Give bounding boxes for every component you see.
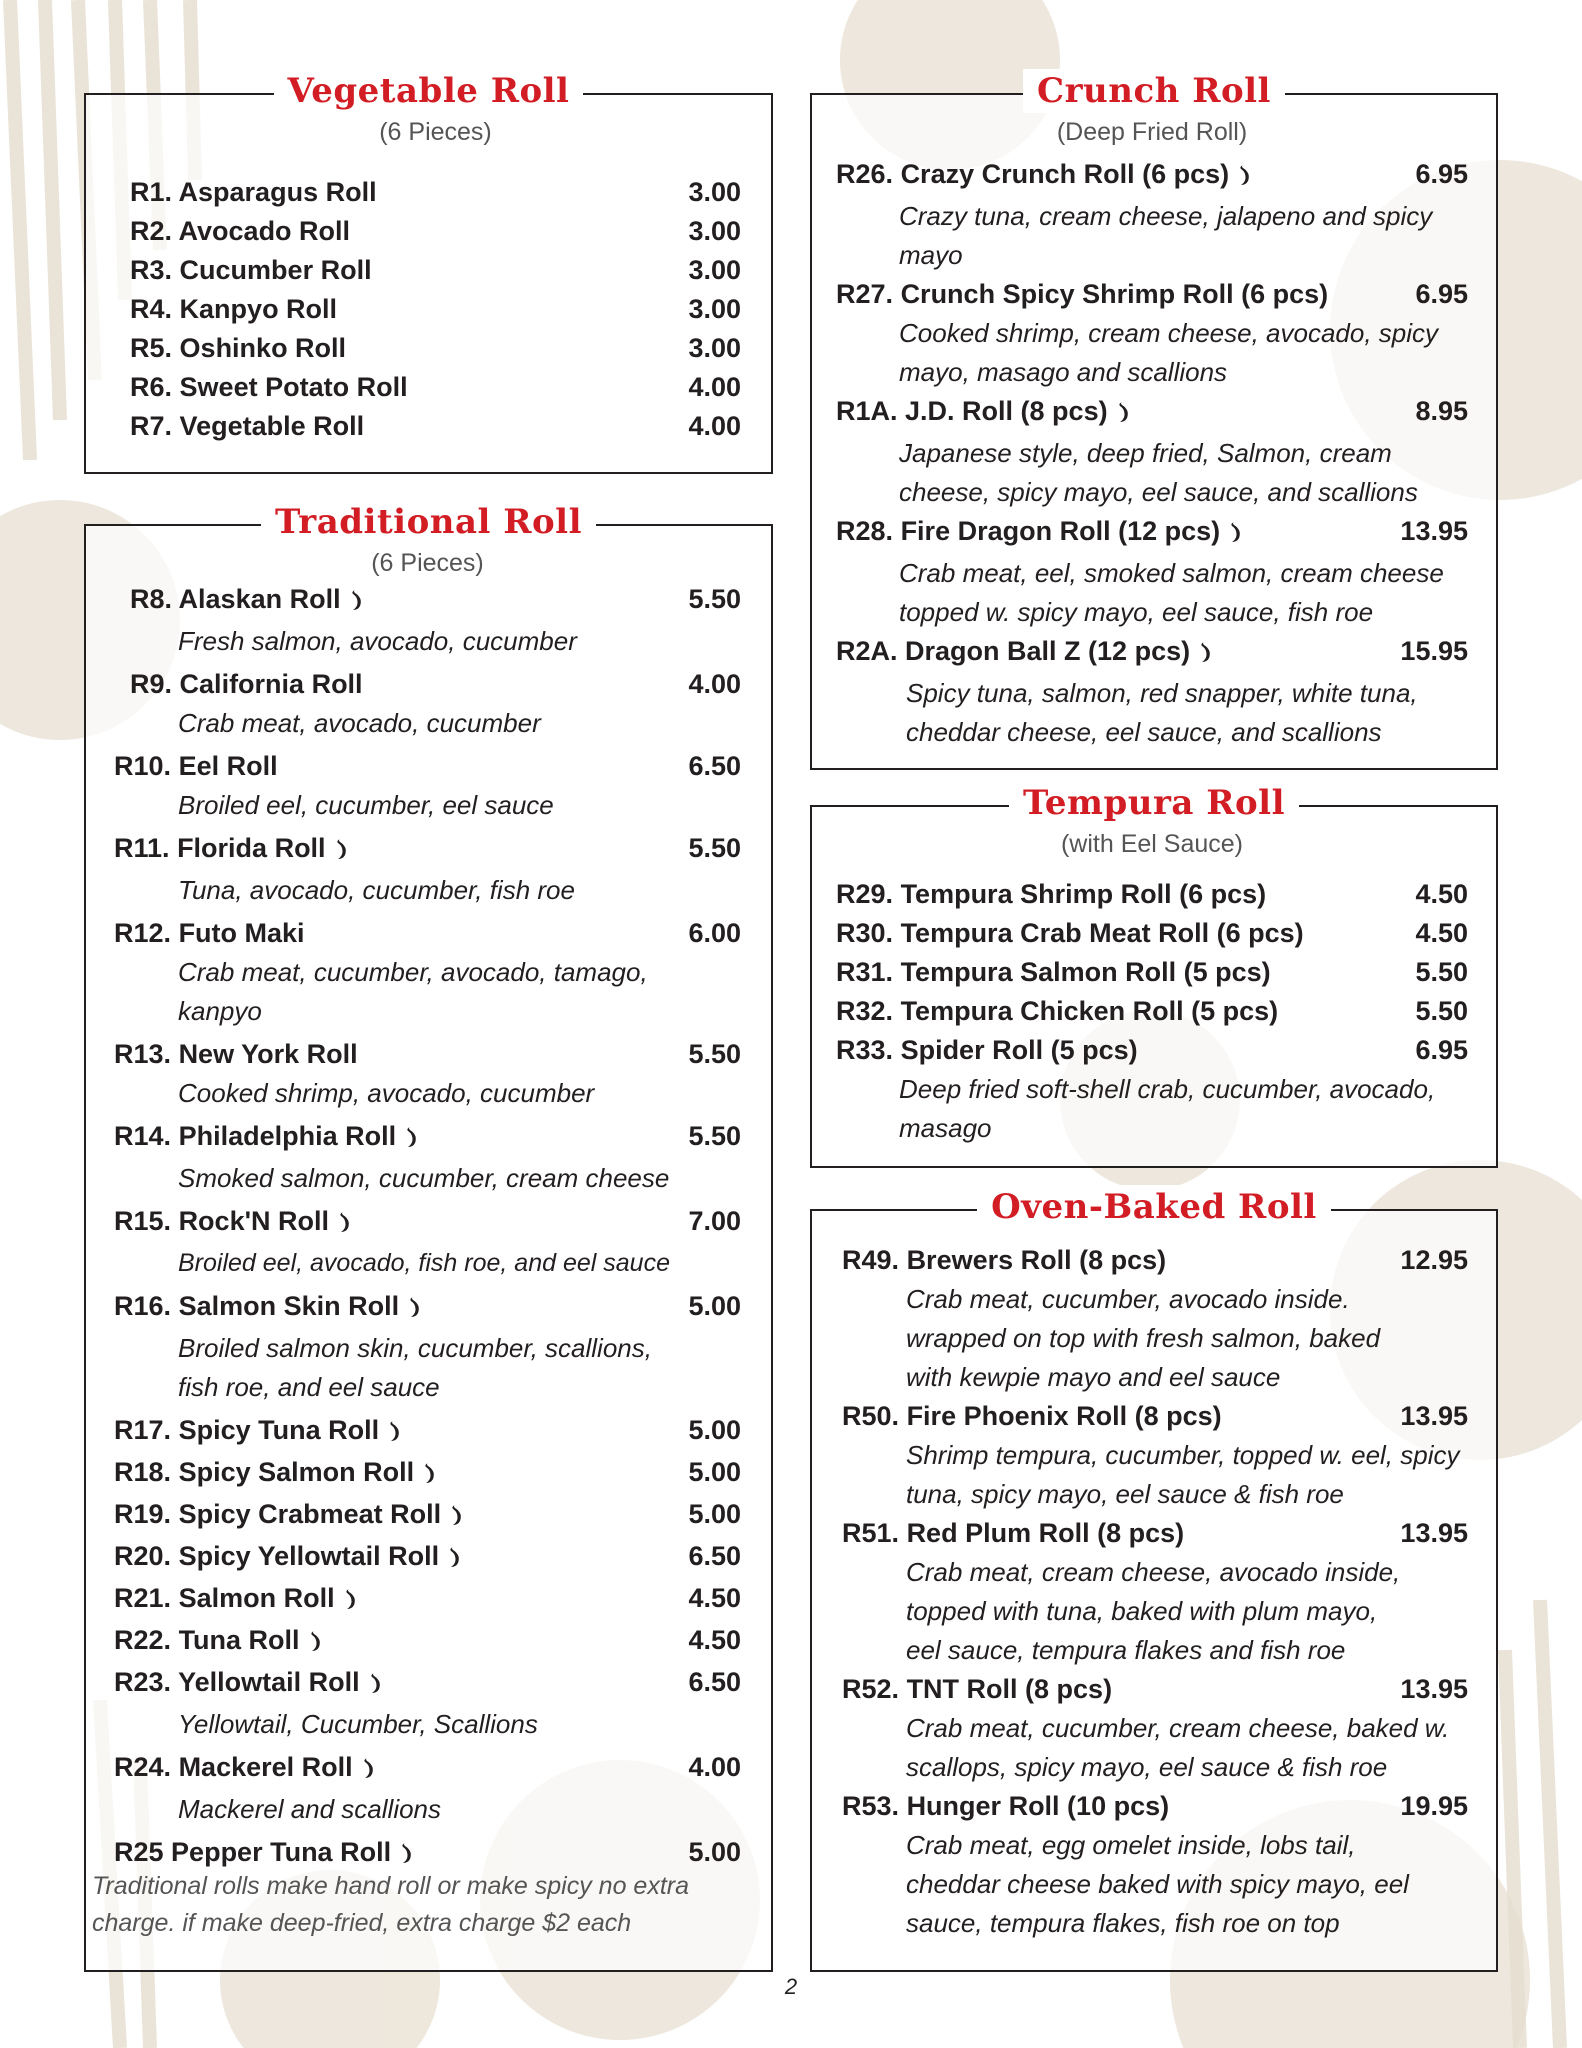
- menu-item: R51. Red Plum Roll (8 pcs) 13.95 Crab meat, cream cheese, avocado inside, topped with tuna, baked with plum mayo, eel sauce, tempura flakes and fish roe: [842, 1518, 1468, 1665]
- traditional-roll-note: Traditional rolls make hand roll or make spicy no extra charge. if make deep-fried, extra charge $2 each: [92, 1872, 690, 1937]
- menu-item: R20. Spicy Yellowtail Roll 6.50: [114, 1537, 741, 1579]
- section-title: [86, 69, 771, 113]
- menu-item: R53. Hunger Roll (10 pcs) 19.95 Crab meat, egg omelet inside, lobs tail, cheddar cheese baked with spicy mayo, eel sauce, tempura flakes, fish roe on top: [842, 1791, 1468, 1938]
- menu-item: R11. Florida Roll 5.50 Tuna, avocado, cucumber, fish roe: [114, 833, 741, 905]
- spicy-pepper-icon: [1239, 158, 1253, 197]
- menu-item: R6. Sweet Potato Roll 4.00: [130, 372, 741, 402]
- spicy-pepper-icon: [370, 1666, 384, 1705]
- tempura-roll-title: Tempura Roll: [1009, 781, 1299, 825]
- spicy-pepper-icon: [310, 1624, 324, 1663]
- menu-item: R22. Tuna Roll 4.50: [114, 1621, 741, 1663]
- tempura-roll-subtitle: (with Eel Sauce): [1060, 830, 1244, 858]
- tempura-roll-section: [810, 783, 1498, 1168]
- menu-item: R7. Vegetable Roll 4.00: [130, 411, 741, 441]
- spicy-pepper-icon: [336, 832, 350, 871]
- spicy-pepper-icon: [1118, 395, 1132, 434]
- menu-item: R31. Tempura Salmon Roll (5 pcs) 5.50: [836, 957, 1468, 987]
- menu-item: R14. Philadelphia Roll 5.50 Smoked salmon, cucumber, cream cheese: [114, 1121, 741, 1193]
- spicy-pepper-icon: [345, 1582, 359, 1621]
- menu-item: R4. Kanpyo Roll 3.00: [130, 294, 741, 324]
- spicy-pepper-icon: [409, 1290, 423, 1329]
- menu-item: R8. Alaskan Roll 5.50 Fresh salmon, avocado, cucumber: [130, 584, 741, 656]
- menu-item: R19. Spicy Crabmeat Roll 5.00: [114, 1495, 741, 1537]
- vegetable-roll-section: [84, 71, 773, 474]
- menu-item: R24. Mackerel Roll 4.00 Mackerel and scallions: [114, 1752, 741, 1824]
- traditional-roll-title: Traditional Roll: [261, 500, 596, 544]
- spicy-pepper-icon: [451, 1498, 465, 1537]
- oven-baked-roll-title: Oven-Baked Roll: [977, 1185, 1331, 1229]
- menu-item: R1. Asparagus Roll 3.00: [130, 177, 741, 207]
- menu-item: R2A. Dragon Ball Z (12 pcs) 15.95 Spicy tuna, salmon, red snapper, white tuna, cheddar cheese, eel sauce, and scallions: [836, 636, 1468, 747]
- traditional-roll-list: [114, 580, 741, 1875]
- vegetable-roll-title: Vegetable Roll: [274, 69, 584, 113]
- section-title: [812, 781, 1496, 825]
- menu-item: R15. Rock'N Roll 7.00 Broiled eel, avocado, fish roe, and eel sauce: [114, 1206, 741, 1277]
- menu-item: R52. TNT Roll (8 pcs) 13.95 Crab meat, cucumber, cream cheese, baked w. scallops, spicy mayo, eel sauce & fish roe: [842, 1674, 1468, 1782]
- crunch-roll-list: [836, 155, 1468, 752]
- crunch-roll-section: [810, 71, 1498, 770]
- oven-baked-roll-list: [842, 1241, 1468, 1943]
- spicy-pepper-icon: [1230, 515, 1244, 554]
- menu-item: R21. Salmon Roll 4.50: [114, 1579, 741, 1621]
- vegetable-roll-list: [130, 173, 741, 446]
- menu-item: R23. Yellowtail Roll 6.50 Yellowtail, Cucumber, Scallions: [114, 1667, 741, 1739]
- oven-baked-roll-section: [810, 1187, 1498, 1972]
- spicy-pepper-icon: [406, 1120, 420, 1159]
- menu-item: R30. Tempura Crab Meat Roll (6 pcs) 4.50: [836, 918, 1468, 948]
- spicy-pepper-icon: [424, 1456, 438, 1495]
- menu-item: R33. Spider Roll (5 pcs) 6.95 Deep fried soft-shell crab, cucumber, avocado, masago: [836, 1035, 1468, 1143]
- section-title: [812, 1185, 1496, 1229]
- menu-item: R50. Fire Phoenix Roll (8 pcs) 13.95 Shrimp tempura, cucumber, topped w. eel, spicy tuna, spicy mayo, eel sauce & fish roe: [842, 1401, 1468, 1509]
- traditional-roll-section: [84, 502, 773, 1972]
- spicy-pepper-icon: [363, 1751, 377, 1790]
- menu-item: R3. Cucumber Roll 3.00: [130, 255, 741, 285]
- section-title: [86, 500, 771, 544]
- menu-item: R12. Futo Maki 6.00 Crab meat, cucumber, avocado, tamago, kanpyo: [114, 918, 741, 1026]
- crunch-roll-subtitle: (Deep Fried Roll): [1056, 118, 1248, 146]
- menu-item: R27. Crunch Spicy Shrimp Roll (6 pcs) 6.95 Cooked shrimp, cream cheese, avocado, spicy mayo, masago and scallions: [836, 279, 1468, 387]
- menu-item: R9. California Roll 4.00 Crab meat, avocado, cucumber: [130, 669, 741, 738]
- vegetable-roll-subtitle: (6 Pieces): [379, 118, 492, 146]
- menu-item: R17. Spicy Tuna Roll 5.00: [114, 1411, 741, 1453]
- traditional-roll-subtitle: (6 Pieces): [371, 549, 484, 577]
- spicy-pepper-icon: [449, 1540, 463, 1579]
- menu-item: R13. New York Roll 5.50 Cooked shrimp, avocado, cucumber: [114, 1039, 741, 1108]
- menu-item: R28. Fire Dragon Roll (12 pcs) 13.95 Crab meat, eel, smoked salmon, cream cheese topped w. spicy mayo, eel sauce, fish roe: [836, 516, 1468, 627]
- menu-item: R26. Crazy Crunch Roll (6 pcs) 6.95 Crazy tuna, cream cheese, jalapeno and spicy mayo: [836, 159, 1468, 270]
- menu-item: R10. Eel Roll 6.50 Broiled eel, cucumber, eel sauce: [114, 751, 741, 820]
- menu-item: R18. Spicy Salmon Roll 5.00: [114, 1453, 741, 1495]
- menu-item: R32. Tempura Chicken Roll (5 pcs) 5.50: [836, 996, 1468, 1026]
- spicy-pepper-icon: [389, 1414, 403, 1453]
- menu-item: R1A. J.D. Roll (8 pcs) 8.95 Japanese style, deep fried, Salmon, cream cheese, spicy mayo, eel sauce, and scallions: [836, 396, 1468, 507]
- spicy-pepper-icon: [1200, 635, 1214, 674]
- menu-item: R49. Brewers Roll (8 pcs) 12.95 Crab meat, cucumber, avocado inside. wrapped on top with fresh salmon, baked with kewpie mayo and eel sauce: [842, 1245, 1468, 1392]
- menu-item: R2. Avocado Roll 3.00: [130, 216, 741, 246]
- crunch-roll-title: Crunch Roll: [1023, 69, 1285, 113]
- spicy-pepper-icon: [339, 1205, 353, 1244]
- menu-item: R5. Oshinko Roll 3.00: [130, 333, 741, 363]
- spicy-pepper-icon: [351, 583, 365, 622]
- menu-item: R16. Salmon Skin Roll 5.00 Broiled salmon skin, cucumber, scallions, fish roe, and eel sauce: [114, 1291, 741, 1402]
- menu-item: R29. Tempura Shrimp Roll (6 pcs) 4.50: [836, 879, 1468, 909]
- tempura-roll-list: [836, 875, 1468, 1148]
- section-title: [812, 69, 1496, 113]
- page-number: 2: [784, 1974, 798, 1999]
- menu-item: R25 Pepper Tuna Roll 5.00: [114, 1833, 741, 1875]
